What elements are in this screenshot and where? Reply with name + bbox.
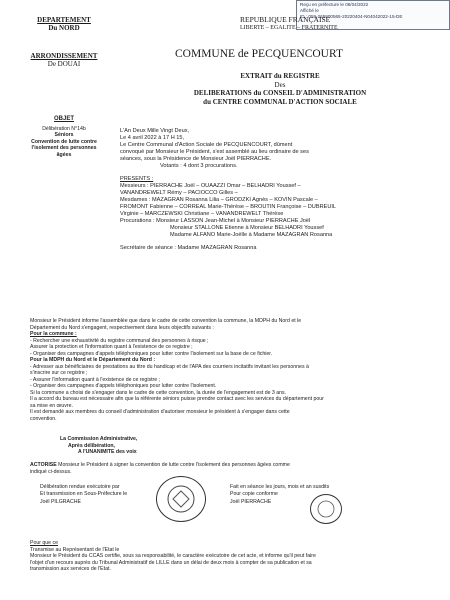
department-name: Du NORD bbox=[48, 24, 80, 32]
seal-emblem-icon bbox=[311, 495, 341, 523]
text-line: - Adresser aux bénéficiaires de prestations au titre du handicap et de l'APA des courriers incitatifs invitant les personnes à bbox=[30, 363, 309, 370]
decision-line: A l'UNANIMITE des voix bbox=[78, 449, 137, 455]
text-line: - Organiser des campagnes d'appels téléphoniques pour lutter contre l'isolement sur la base de ce fichier. bbox=[30, 350, 273, 357]
objet-block bbox=[14, 116, 114, 158]
text-line: sa mise en œuvre. bbox=[30, 402, 73, 409]
signature-left-line: Et transmission en Sous-Préfecture le bbox=[40, 490, 128, 497]
text-heading-mdph: Pour la MDPH du Nord et le Département du Nord : bbox=[30, 357, 156, 363]
footer-line: l'objet d'un recours auprès du Tribunal Administratif de LILLE dans un délai de deux mois à compter de sa publication et sa bbox=[30, 559, 312, 566]
presents-line: Madame ALFANO Marie-Joëlle à Madame MAZAGRAN Rosanna bbox=[170, 232, 333, 238]
text-line: - Organiser des campagnes d'appels téléphoniques pour lutter contre l'isolement. bbox=[30, 383, 217, 389]
objet-description: Convention de lutte contre l'isolement des personnes âgées bbox=[31, 138, 97, 158]
intro-line: Le Centre Communal d'Action Sociale de PECQUENCOURT, dûment bbox=[120, 142, 293, 148]
presents-line: Procurations : Monsieur LASSON Jean-Michel à Monsieur PIERRACHE Joël bbox=[120, 218, 311, 224]
republic-motto: LIBERTE – EGALITE – FRATERNITE bbox=[240, 25, 338, 31]
text-heading-commune: Pour la commune : bbox=[30, 331, 77, 337]
presents-line: VANANDREWELT Rémy – PACIOCCO Gilles – bbox=[120, 190, 238, 196]
text-line: Monsieur le Président informe l'assemblée que dans le cadre de cette convention la commune, la MDPH du Nord et le bbox=[30, 318, 302, 324]
presents-line: FROMONT Fabienne – CORREAL Marie-Thérèse – BROUTIN Françoise – DUBREUIL bbox=[120, 204, 337, 210]
footer-block bbox=[30, 540, 445, 573]
title-line-1: EXTRAIT du REGISTRE bbox=[240, 72, 320, 80]
presents-block bbox=[120, 176, 445, 252]
text-line: Il est demandé aux membres du conseil d'administration d'autoriser monsieur le président à s'engager dans cette bbox=[30, 409, 290, 415]
intro-line: L'An Deux Mille Vingt Deux, bbox=[120, 128, 190, 134]
text-line: Si la commune a choisi de s'engager dans le cadre de cette convention, la durée de l'engagement est de 3 ans. bbox=[30, 389, 287, 396]
signature-right-name: Joël PIERRACHE bbox=[230, 499, 272, 505]
footer-line: Monsieur le Président du CCAS certifie, sous sa responsabilité, le caractère exécutoire de cet acte, et informe qu'il peut faire bbox=[30, 553, 316, 559]
intro-line: Le 4 avril 2022 à 17 H 15, bbox=[120, 135, 185, 141]
seal-emblem-icon bbox=[157, 477, 205, 521]
signature-left-name: Joël PILGRACHE bbox=[40, 499, 81, 505]
decision-line: Après délibération, bbox=[68, 442, 115, 449]
intro-block bbox=[120, 128, 440, 170]
autorise-text-2: indiqué ci-dessus. bbox=[30, 468, 72, 475]
department-block bbox=[14, 16, 114, 32]
intro-line: Votants : 4 dont 3 procurations. bbox=[160, 163, 238, 169]
footer-label: Pour que ce bbox=[30, 540, 58, 546]
republic-title: REPUBLIQUE FRANÇAISE bbox=[240, 15, 331, 24]
footer-line: Transmise au Représentant de l'Etat le bbox=[30, 546, 120, 553]
text-line: - Rechercher une exhaustivité du registre communal des personnes à risque ; bbox=[30, 337, 209, 344]
objet-topic: Séniors bbox=[54, 132, 74, 138]
stamp-received: Reçu en préfecture le 06/04/2022 bbox=[300, 2, 369, 7]
republic-block bbox=[240, 16, 360, 32]
objet-label: OBJET bbox=[53, 116, 74, 122]
stamp-posted: Affiché le bbox=[300, 8, 319, 13]
footer-line: transmission aux services de l'Etat. bbox=[30, 566, 111, 572]
text-line: Assurer la protection et l'information quant à l'existence de ce registre ; bbox=[30, 344, 193, 350]
stamp-id: ID : 059-265900565-20220404-N04042022-15-DE bbox=[300, 14, 403, 19]
autorise-label: ACTORISE bbox=[30, 462, 57, 468]
secretary-line: Secrétaire de séance : Madame MAZAGRAN Rosanna bbox=[120, 245, 257, 251]
autorise-text: Monsieur le Président à signer la convention de lutte contre l'isolement des personnes âgées comme bbox=[58, 462, 290, 468]
official-seal-left bbox=[156, 476, 206, 522]
autorise-block bbox=[30, 462, 445, 475]
presents-line: Virginie – MARCZEWSKI Christiane – VANANDREWELT Thérèse bbox=[120, 211, 284, 217]
arrondissement-block bbox=[14, 52, 114, 68]
commune-title: COMMUNE de PECQUENCOURT bbox=[175, 48, 343, 60]
presents-line: Mesdames : MAZAGRAN Rosanna Lilia – GRODZKI Agnès – KOVIN Pascale – bbox=[120, 197, 318, 203]
arrondissement-title: ARRONDISSEMENT bbox=[30, 52, 98, 60]
text-line: - Assurer l'information quant à l'existence de ce registre ; bbox=[30, 376, 161, 383]
text-line: s'inscrire sur ce registre ; bbox=[30, 370, 88, 376]
arrondissement-name: De DOUAI bbox=[47, 60, 81, 68]
register-title bbox=[130, 72, 430, 106]
main-text bbox=[30, 318, 445, 422]
objet-number: Délibération N°14b bbox=[42, 125, 86, 132]
department-title: DEPARTEMENT bbox=[37, 16, 91, 24]
signature-left-line: Délibération rendue exécutoire par bbox=[40, 484, 120, 490]
presents-label: PRESENTS : bbox=[120, 176, 154, 182]
signature-right-line: Pour copie conforme bbox=[230, 490, 278, 497]
presents-line: Messieurs : PIERRACHE Joël – OUAAZZI Omar – BELHADRI Youssef – bbox=[120, 183, 301, 189]
text-line: convention. bbox=[30, 415, 57, 422]
decision-block bbox=[60, 436, 260, 456]
intro-line: convoqué par Monsieur le Président, s'est assemblé au lieu ordinaire de ses bbox=[120, 149, 309, 155]
decision-line: La Commission Administrative, bbox=[60, 436, 138, 442]
title-line-4: du CENTRE COMMUNAL D'ACTION SOCIALE bbox=[203, 97, 357, 106]
official-seal-right bbox=[310, 494, 342, 524]
title-line-2: Des bbox=[274, 80, 286, 89]
presents-line: Monsieur STALLONE Etienne à Monsieur BELHADRI Youssef bbox=[170, 225, 324, 231]
signature-right-line: Fait en séance les jours, mois et an susdits bbox=[230, 484, 330, 490]
intro-line: séances, sous la Présidence de Monsieur Joël PIERRACHE. bbox=[120, 156, 272, 162]
title-line-3: DELIBERATIONS du CONSEIL D'ADMINISTRATION bbox=[193, 89, 367, 97]
text-line: Il a accord du bureau est nécessaire afin que la référente séniors puisse prendre contact avec les services du département pour bbox=[30, 396, 324, 402]
text-line: Département du Nord s'engagent, respectivement dans leurs objectifs suivants : bbox=[30, 324, 214, 331]
